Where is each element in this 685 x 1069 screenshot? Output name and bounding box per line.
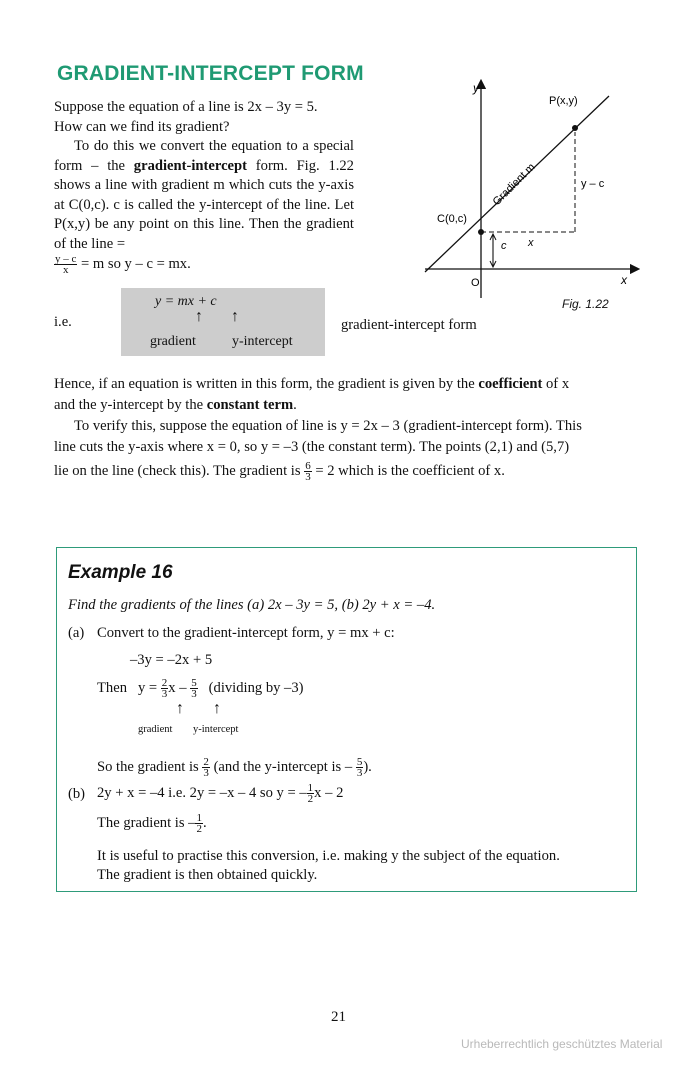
intro-body: To do this we convert the equation to a special form – the gradient-intercept form. Fig. 1.22 shows a line with gradient m which cuts the y-axis at C(0,c). c is called the y-intercept of the line. Let P(x,y) be any point on this line. Then the gradient of the line = [54,138,354,252]
p-label: P(x,y) [549,95,578,107]
fraction-half-b: $\frac{1}{2}$ [307,782,314,805]
hence-paragraph [54,374,632,482]
step-2: Then y = $\frac{2}{3}$ x – $\frac{5}{3}$ (dividing by –3) [97,677,304,700]
c-point-label: C(0,c) [437,213,467,225]
part-b-text: 2y + x = –4 i.e. 2y = –x – 4 so y = – $\frac{1}{2}$ x – 2 [97,782,344,805]
figure-caption: Fig. 1.22 [562,297,609,311]
intro-fraction-line: $\frac{y - c}{x}$ = m so y – c = mx. [55,253,191,276]
useful-line-2: The gradient is then obtained quickly. [97,867,318,883]
verify-line-2: line cuts the y-axis where x = 0, so y = –3 (the constant term). The points (2,1) and (5,7) [54,439,570,455]
so-fraction-1: $\frac{2}{3}$ [203,756,209,779]
verify-line-1: To verify this, suppose the equation of line is y = 2x – 3 (gradient-intercept form). This [74,418,582,434]
so-gradient-line: So the gradient is $\frac{2}{3}$ (and the y-intercept is – $\frac{5}{3}$ ). [97,756,372,779]
part-b-label: (b) [68,786,86,802]
arrow-intercept: ↑ [231,308,239,325]
step-1: –3y = –2x + 5 [130,652,213,668]
intro-line-2: How can we find its gradient? [54,118,230,135]
step-arrow-gradient: ↑ [176,700,184,717]
so-fraction-2: $\frac{5}{3}$ [356,756,363,779]
verify-line-3: lie on the line (check this). The gradient is $\frac{6}{3}$ = 2 which is the coefficient of x. [54,460,505,484]
watermark: Urheberrechtlich geschütztes Material [461,1037,663,1051]
y-label: y [473,81,479,95]
gradient-label: Gradient m [490,161,538,209]
ie-label: i.e. [54,314,72,330]
intro-line-1: Suppose the equation of a line is 2x – 3y = 5. [54,99,318,115]
part-b-gradient: The gradient is – $\frac{1}{2}$ . [97,812,207,835]
intro-paragraph [54,98,354,275]
gradient-six-thirds: $\frac{6}{3}$ [305,460,311,484]
fraction-two-thirds: $\frac{2}{3}$ [161,677,168,700]
figure-1-22 [415,76,645,306]
useful-line-1: It is useful to practise this conversion, i.e. making y the subject of the equation. [97,848,560,864]
section-heading: GRADIENT-INTERCEPT FORM [57,62,364,85]
box-label-intercept: y-intercept [232,334,293,349]
fraction-five-thirds: $\frac{5}{3}$ [191,677,197,700]
rise-label: y – c [581,178,605,190]
part-a-text: Convert to the gradient-intercept form, y = mx + c: [97,625,395,641]
c-label: c [501,240,507,252]
example-title: Example 16 [68,562,173,583]
hence-line-1: Hence, if an equation is written in this form, the gradient is given by the coefficient of x [54,376,570,392]
fraction-half-grad: $\frac{1}{2}$ [196,812,202,835]
form-name: gradient-intercept form [341,317,477,333]
page-number: 21 [331,1009,346,1025]
box-label-gradient: gradient [150,334,196,349]
example-question: Find the gradients of the lines (a) 2x – 3y = 5, (b) 2y + x = –4. [68,597,436,613]
step-arrow-intercept: ↑ [213,700,221,717]
gradient-intercept-box [121,288,325,356]
hence-line-2: and the y-intercept by the constant term. [54,397,297,413]
small-label-gradient: gradient [138,724,173,735]
origin-label: O [471,277,480,289]
small-label-intercept: y-intercept [193,724,239,735]
gradient-fraction: $\frac{y - c}{x}$ [55,253,77,276]
box-equation: y = mx + c [155,294,217,309]
arrow-gradient: ↑ [195,308,203,325]
run-label: x [528,237,534,249]
point-p [572,125,578,131]
x-label: x [621,273,627,287]
part-a-label: (a) [68,625,85,641]
